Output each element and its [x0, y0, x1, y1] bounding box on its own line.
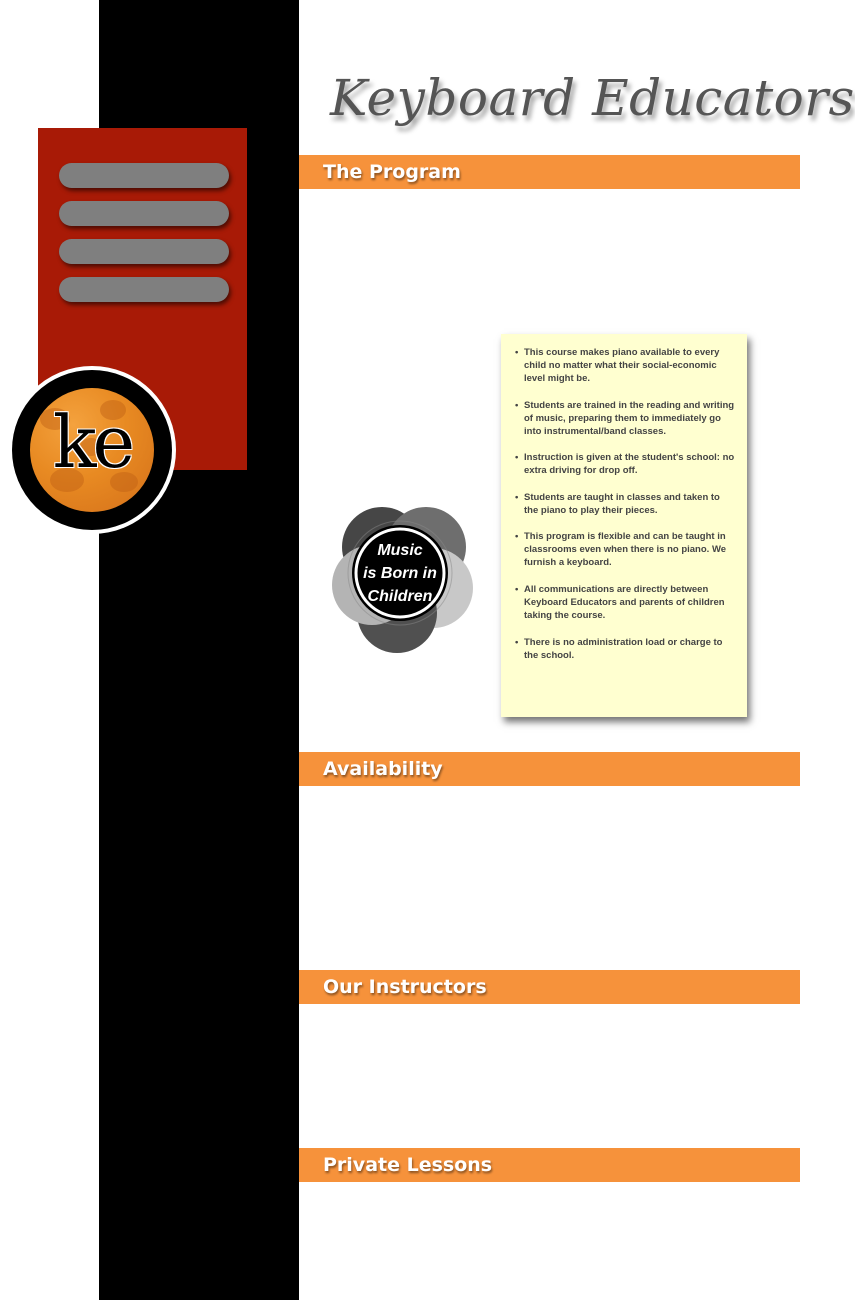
- program-note: • Students are taught in classes and taken to the piano to play their pieces.: [515, 491, 735, 517]
- section-header-availability: [299, 752, 800, 786]
- badge-line-3: Children: [367, 588, 433, 605]
- section-title: Our Instructors: [323, 976, 487, 998]
- music-badge: [330, 505, 476, 655]
- logo-ring: [12, 370, 172, 530]
- section-title: The Program: [323, 161, 461, 183]
- site-logo[interactable]: [8, 366, 176, 534]
- section-header-program: [299, 155, 800, 189]
- program-note: • There is no administration load or charge to the school.: [515, 636, 735, 662]
- nav-button-4[interactable]: [59, 277, 229, 302]
- program-notes: [501, 334, 747, 717]
- nav-button-3[interactable]: [59, 239, 229, 264]
- section-header-private-lessons: [299, 1148, 800, 1182]
- site-title: Keyboard Educators: [330, 69, 855, 127]
- program-notes-list: [501, 334, 747, 662]
- program-note: • All communications are directly between Keyboard Educators and parents of children taking the course.: [515, 583, 735, 622]
- program-note: • Instruction is given at the student's school: no extra driving for drop off.: [515, 451, 735, 477]
- section-title: Availability: [323, 758, 443, 780]
- nav-button-2[interactable]: [59, 201, 229, 226]
- section-header-instructors: [299, 970, 800, 1004]
- badge-line-1: Music: [377, 542, 423, 559]
- program-note: • This course makes piano available to every child no matter what their social-economic level might be.: [515, 346, 735, 385]
- logo-monogram: ke: [52, 400, 132, 484]
- program-note: • This program is flexible and can be taught in classrooms even when there is no piano. We furnish a keyboard.: [515, 530, 735, 569]
- logo-disc: [30, 388, 154, 512]
- badge-line-2: is Born in: [363, 565, 437, 582]
- nav-button-1[interactable]: [59, 163, 229, 188]
- program-note: • Students are trained in the reading and writing of music, preparing them to immediately go into instrumental/band classes.: [515, 399, 735, 438]
- section-title: Private Lessons: [323, 1154, 493, 1176]
